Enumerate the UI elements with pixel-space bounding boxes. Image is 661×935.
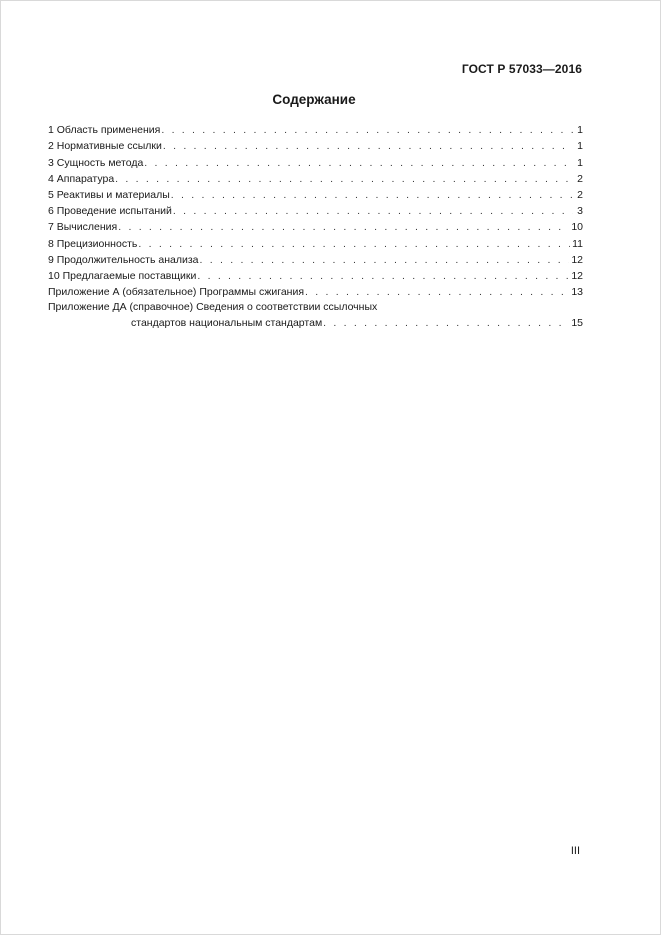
toc-entry-label: 9 Продолжительность анализа	[48, 253, 199, 266]
toc-entry-appendix-a[interactable]	[48, 282, 583, 298]
table-of-contents	[48, 120, 583, 329]
toc-entry-page: 10	[571, 221, 583, 234]
toc-dot-leader	[144, 157, 573, 169]
toc-entry-label: 10 Предлагаемые поставщики	[48, 269, 197, 282]
toc-dot-leader	[173, 205, 573, 217]
toc-dot-leader	[115, 173, 573, 185]
toc-dot-leader	[197, 270, 569, 282]
toc-entry-analysis-duration[interactable]	[48, 250, 583, 266]
toc-entry-page: 12	[571, 269, 583, 282]
toc-entry-apparatus[interactable]	[48, 169, 583, 185]
toc-entry-page: 15	[571, 317, 583, 330]
toc-entry-page: 1	[577, 140, 583, 153]
toc-entry-normative-references[interactable]	[48, 136, 583, 152]
toc-entry-scope[interactable]	[48, 120, 583, 136]
toc-entry-page: 2	[577, 188, 583, 201]
toc-dot-leader	[305, 286, 569, 298]
toc-entry-page: 11	[572, 237, 583, 250]
toc-entry-appendix-da[interactable]	[48, 298, 583, 329]
toc-dot-leader	[118, 221, 569, 233]
toc-entry-label: 5 Реактивы и материалы	[48, 188, 170, 201]
toc-entry-label: 6 Проведение испытаний	[48, 205, 172, 218]
toc-dot-leader	[138, 238, 570, 250]
toc-entry-precision[interactable]	[48, 233, 583, 249]
toc-entry-page: 12	[571, 253, 583, 266]
toc-title: Содержание	[272, 92, 356, 107]
toc-entry-testing[interactable]	[48, 201, 583, 217]
toc-entry-label: 4 Аппаратура	[48, 172, 115, 185]
toc-dot-leader	[161, 124, 573, 136]
toc-dot-leader	[171, 189, 573, 201]
toc-entry-label: 8 Прецизионность	[48, 237, 138, 250]
document-standard-header: ГОСТ Р 57033—2016	[461, 62, 582, 76]
toc-entry-method-principle[interactable]	[48, 152, 583, 168]
toc-entry-label: 1 Область применения	[48, 124, 161, 137]
toc-entry-reagents[interactable]	[48, 185, 583, 201]
toc-entry-label-line1: Приложение ДА (справочное) Сведения о соответствии ссылочных	[48, 301, 378, 314]
toc-entry-label: 2 Нормативные ссылки	[48, 140, 162, 153]
toc-entry-label: 7 Вычисления	[48, 221, 118, 234]
toc-dot-leader	[323, 317, 569, 329]
toc-entry-calculations[interactable]	[48, 217, 583, 233]
toc-entry-label-line2: стандартов национальным стандартам	[131, 317, 323, 330]
toc-entry-page: 3	[577, 205, 583, 218]
page-number: III	[570, 845, 580, 857]
toc-entry-label: 3 Сущность метода	[48, 156, 144, 169]
toc-dot-leader	[200, 254, 570, 266]
toc-entry-page: 1	[577, 124, 583, 137]
toc-entry-suppliers[interactable]	[48, 266, 583, 282]
toc-entry-label: Приложение А (обязательное) Программы сжигания	[48, 286, 305, 299]
toc-dot-leader	[163, 140, 573, 152]
toc-entry-page: 1	[577, 156, 583, 169]
toc-entry-page: 13	[571, 286, 583, 299]
toc-entry-page: 2	[577, 172, 583, 185]
